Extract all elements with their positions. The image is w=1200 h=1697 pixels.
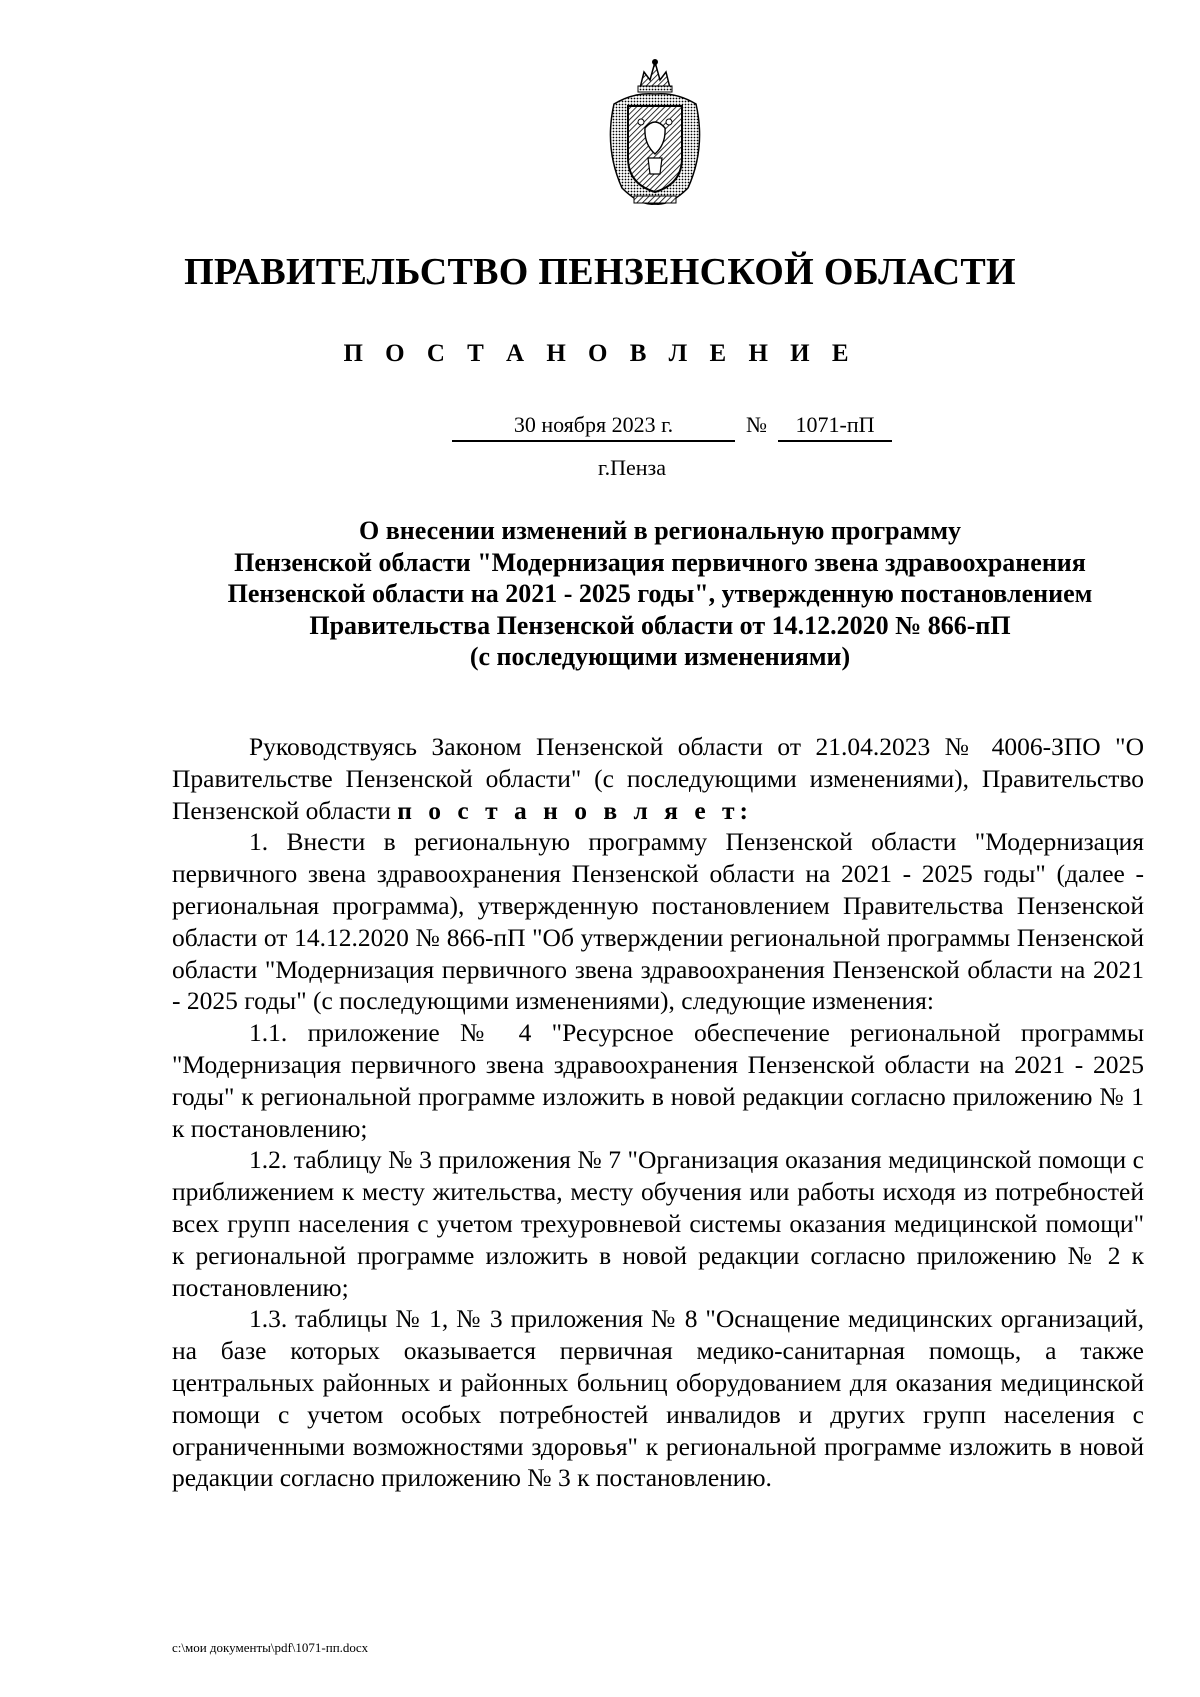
preamble-text: Руководствуясь Законом Пензенской области от 21.04.2023 № 4006-ЗПО "О Правительстве Пензенской области" (с последующими изменениями), Правительство Пензенской области [172, 732, 1144, 825]
item-1-3-paragraph: 1.3. таблицы № 1, № 3 приложения № 8 "Оснащение медицинских организаций, на базе которых оказывается первичная медико-санитарная помощь, а также центральных районных и районных больниц оборудованием для оказания медицинской помощи с учетом особых потребностей инвалидов и других групп населения с ограниченными возможностями здоровья" к региональной программе изложить в новой редакции согласно приложению № 3 к постановлению. [172, 1304, 1144, 1493]
file-path-footer: c:\мои документы\pdf\1071-пп.docx [172, 1640, 369, 1655]
government-title: ПРАВИТЕЛЬСТВО ПЕНЗЕНСКОЙ ОБЛАСТИ [184, 251, 1016, 293]
decides-keyword: п о с т а н о в л я е т: [397, 795, 754, 825]
decree-date: 30 ноября 2023 г. [452, 412, 735, 442]
penza-region-coat-of-arms-icon [600, 58, 710, 208]
item-1-paragraph: 1. Внести в региональную программу Пензенской области "Модернизация первичного звена здравоохранения Пензенской области на 2021 - 2025 годы" (далее - региональная программа), утвержденную постановлением Правительства Пензенской области от 14.12.2020 № 866-пП "Об утверждении региональной программы Пензенской области "Модернизация первичного звена здравоохранения Пензенской области на 2021 - 2025 годы" (с последующими изменениями), следующие изменения: [172, 827, 1144, 1016]
item-1-2-paragraph: 1.2. таблицу № 3 приложения № 7 "Организация оказания медицинской помощи с приближением к месту жительства, месту обучения или работы исходя из потребностей всех групп населения с учетом трехуровневой системы оказания медицинской помощи" к региональной программе изложить в новой редакции согласно приложению № 2 к постановлению; [172, 1145, 1144, 1302]
subject-line: Пензенской области "Модернизация первичного звена здравоохранения [234, 547, 1086, 577]
subject-line: Пензенской области на 2021 - 2025 годы", утвержденную постановлением [227, 579, 1093, 608]
document-subject [160, 515, 1160, 673]
item-1-1-paragraph: 1.1. приложение № 4 "Ресурсное обеспечение региональной программы "Модернизация первичного звена здравоохранения Пензенской области на 2021 - 2025 годы" к региональной программе изложить в новой редакции согласно приложению № 1 к постановлению; [172, 1018, 1144, 1143]
subject-line: (с последующими изменениями) [469, 642, 851, 671]
date-number-line [0, 412, 1200, 442]
decree-number: 1071-пП [778, 412, 892, 442]
document-body [172, 731, 1144, 1494]
decree-label: П О С Т А Н О В Л Е Н И Е [343, 340, 857, 367]
subject-line: О внесении изменений в региональную программу [358, 516, 962, 545]
number-sign: № [746, 412, 767, 437]
subject-line: Правительства Пензенской области от 14.12.2020 № 866-пП [309, 610, 1011, 640]
preamble-paragraph [172, 731, 1144, 826]
city: г.Пенза [598, 455, 666, 480]
